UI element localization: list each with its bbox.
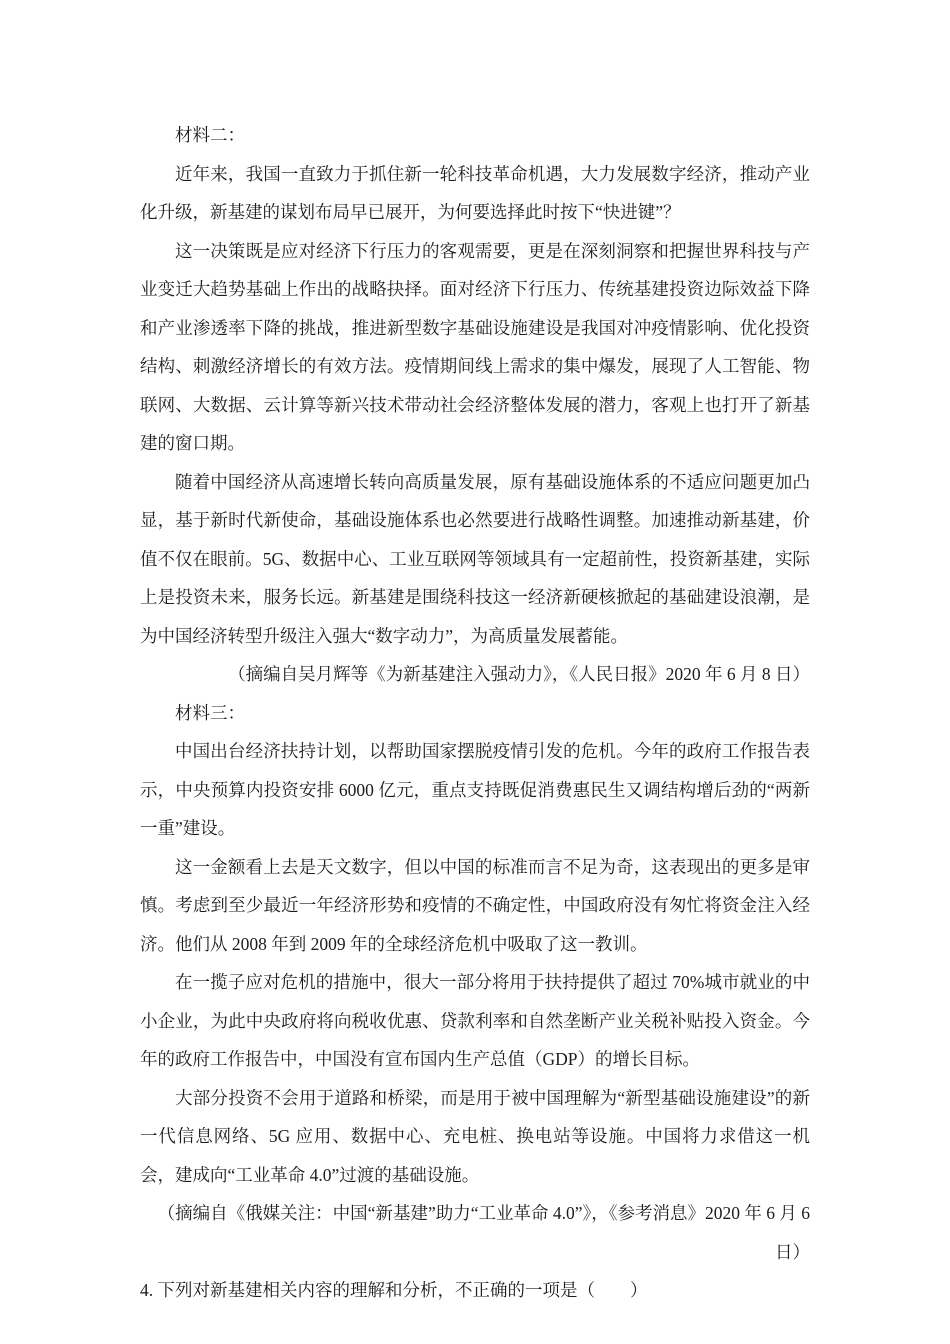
paragraph: 随着中国经济从高速增长转向高质量发展，原有基础设施体系的不适应问题更加凸显，基于新时代新使命，基础设施体系也必然要进行战略性调整。加速推动新基建，价值不仅在眼前。5G、数据中心、工业互联网等领域具有一定超前性，投资新基建，实际上是投资未来，服务长远。新基建是围绕科技这一经济新硬核掀起的基础建设浪潮，是为中国经济转型升级注入强大“数字动力”，为高质量发展蓄能。: [140, 471, 810, 646]
paragraph: 中国出台经济扶持计划，以帮助国家摆脱疫情引发的危机。今年的政府工作报告表示，中央预算内投资安排 6000 亿元，重点支持既促消费惠民生又调结构增后劲的“两新一重”建设。: [140, 741, 810, 838]
paragraph: 这一决策既是应对经济下行压力的客观需要，更是在深刻洞察和把握世界科技与产业变迁大趋势基础上作出的战略抉择。面对经济下行压力、传统基建投资边际效益下降和产业渗透率下降的挑战，推进新型数字基础设施建设是我国对冲疫情影响、优化投资结构、刺激经济增长的有效方法。疫情期间线上需求的集中爆发，展现了人工智能、物联网、大数据、云计算等新兴技术带动社会经济整体发展的潜力，客观上也打开了新基建的窗口期。: [140, 240, 810, 453]
paragraph: 近年来，我国一直致力于抓住新一轮科技革命机遇，大力发展数字经济，推动产业化升级，新基建的谋划布局早已展开，为何要选择此时按下“快进键”？: [140, 163, 810, 222]
question-4-stem: 4. 下列对新基建相关内容的理解和分析，不正确的一项是（ ）: [140, 1280, 648, 1300]
source-citation: （摘编自《俄媒关注：中国“新基建”助力“工业革命 4.0”》，《参考消息》2020 年 6 月 6 日）: [157, 1203, 810, 1262]
material-3-label: 材料三：: [175, 702, 245, 723]
source-citation: （摘编自吴月辉等《为新基建注入强动力》，《人民日报》2020 年 6 月 8 日）: [228, 664, 810, 684]
paragraph: 这一金额看上去是天文数字，但以中国的标准而言不足为奇，这表现出的更多是审慎。考虑到至少最近一年经济形势和疫情的不确定性，中国政府没有匆忙将资金注入经济。他们从 2008 年到 2009 年的全球经济危机中吸取了这一教训。: [140, 856, 810, 954]
paragraph: 大部分投资不会用于道路和桥梁，而是用于被中国理解为“新型基础设施建设”的新一代信息网络、5G 应用、数据中心、充电桩、换电站等设施。中国将力求借这一机会，建成向“工业革命 4.0”过渡的基础设施。: [140, 1087, 810, 1185]
material-2-label: 材料二：: [175, 125, 245, 145]
paragraph: 在一揽子应对危机的措施中，很大一部分将用于扶持提供了超过 70%城市就业的中小企业，为此中央政府将向税收优惠、贷款利率和自然垄断产业关税补贴投入资金。今年的政府工作报告中，中国没有宣布国内生产总值（GDP）的增长目标。: [140, 972, 810, 1069]
